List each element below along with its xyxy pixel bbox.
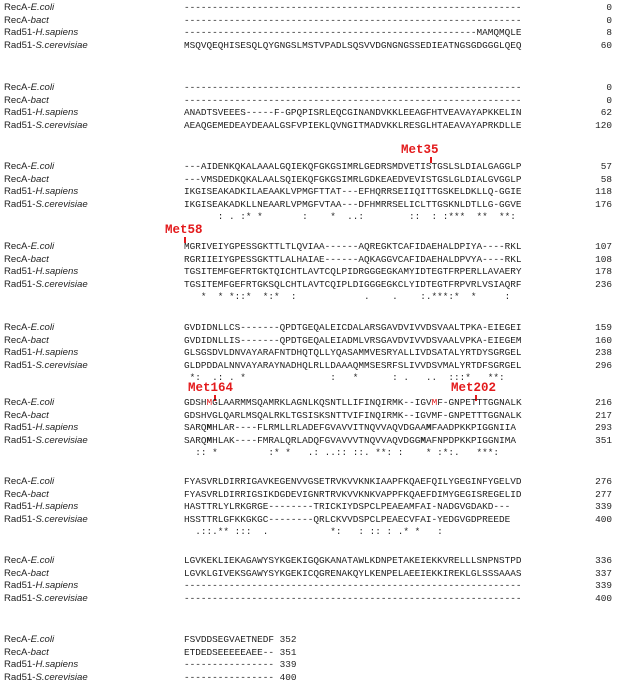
position-number: 339 bbox=[595, 501, 612, 512]
sequence: TGSITEMFGEFRTGKTQICHTLAVTCQLPIDRGGGEGKAMYIDTEGTFRPERLLAVAERY bbox=[184, 266, 522, 277]
alignment-row: RecA-E.coli ------------------------------------------------------------ 0 bbox=[4, 2, 612, 13]
sequence: ------------------------------------------------------------ bbox=[184, 82, 522, 93]
position-number: 107 bbox=[595, 241, 612, 252]
alignment-row: RecA-E.coli FYASVRLDIRRIGAVKEGENVVGSETRVKVVKNKIAAPFKQAEFQILYGEGINFYGELVD 276 bbox=[4, 476, 612, 487]
alignment-block-8 bbox=[0, 555, 617, 605]
alignment-row: Rad51-H.sapiens ----------------------------------------------------MAMQMQLE 8 bbox=[4, 27, 612, 38]
position-number: 296 bbox=[595, 359, 612, 371]
sequence: GVDIDNLLCS-------QPDTGEQALEICDALARSGAVDVIVVDSVAALTPKA-EIEGEI bbox=[184, 322, 522, 333]
sequence: FYASVRLDIRRIGAVKEGENVVGSETRVKVVKNKIAAPFKQAEFQILYGEGINFYGELVD bbox=[184, 476, 522, 487]
position-number: 400 bbox=[595, 513, 612, 525]
alignment-row: Rad51-S.cerevisiae IKGISEAKADKLLNEAARLVPMGFVTAA---DFHMRRSELICLTTGSKNLDTLLG-GGVE 176 bbox=[4, 198, 612, 210]
position-number: 8 bbox=[606, 27, 612, 38]
position-number: 336 bbox=[595, 555, 612, 566]
alignment-block-4 bbox=[0, 241, 617, 304]
position-number: 351 bbox=[595, 434, 612, 446]
position-number: 276 bbox=[595, 476, 612, 487]
position-number: 60 bbox=[600, 39, 612, 51]
alignment-row: Rad51-H.sapiens IKGISEAKADKILAEAAKLVPMGFTTAT---EFHQRRSEIIQITTGSKELDKLLQ-GGIE 118 bbox=[4, 186, 612, 197]
position-number: 216 bbox=[595, 397, 612, 408]
sequence: ---VMSDEDKQKALAALSQIEKQFGKGSIMRLGDKEAEDVEVISTGSLGLDIALGVGGLP bbox=[184, 173, 522, 185]
conservation-row: .::.** ::: . *: : :: : .* * : bbox=[184, 526, 443, 537]
met164-label: Met164 bbox=[188, 381, 234, 395]
sequence: ------------------------------------------------------------ bbox=[184, 580, 522, 591]
sequence: IKGISEAKADKILAEAAKLVPMGFTTAT---EFHQRRSEIIQITTGSKELDKLLQ-GGIE bbox=[184, 186, 522, 197]
sequence: GDSHVGLQARLMSQALRKLTGSISKSNTTVIFINQIRMK--IGVMF-GNPETTTGGNALK bbox=[184, 409, 522, 421]
sequence: ---------------- 400 bbox=[184, 671, 297, 683]
conservation-row: :: * :* * .: ..:: ::. **: : * :*:. ***: bbox=[184, 447, 500, 458]
met-residue: M bbox=[206, 434, 213, 446]
sequence: FSVDDSEGVAETNEDF 352 bbox=[184, 634, 297, 645]
alignment-row: Rad51-H.sapiens ------------------------------------------------------------ 339 bbox=[4, 580, 612, 591]
sequence: GVDIDNLLIS-------QPDTGEQALEIADMLVRSGAVDVIVVDSVAALVPKA-EIEGEM bbox=[184, 334, 522, 346]
alignment-row: RecA-bact ------------------------------------------------------------ 0 bbox=[4, 14, 612, 26]
met202-residue: M bbox=[431, 397, 438, 408]
sequence: ---AIDENKQKALAAALGQIEKQFGKGSIMRLGEDRSMDVETISTGSLSLDIALGAGGLP bbox=[184, 161, 522, 172]
alignment-row: Rad51-S.cerevisiae ------------------------------------------------------------ 400 bbox=[4, 592, 612, 604]
alignment-row: RecA-bact GDSHVGLQARLMSQALRKLTGSISKSNTTVIFINQIRMK--IGVMF-GNPETTTGGNALK 217 bbox=[4, 409, 612, 421]
sequence: ETDEDSEEEEEAEE-- 351 bbox=[184, 646, 297, 658]
sequence: ------------------------------------------------------------ bbox=[184, 94, 522, 106]
position-number: 339 bbox=[595, 580, 612, 591]
met202-label: Met202 bbox=[451, 381, 497, 395]
sequence: TGSITEMFGEFRTGKSQLCHTLAVTCQIPLDIGGGEGKCLYIDTEGTFRPVRLVSIAQRF bbox=[184, 278, 522, 290]
sequence: ------------------------------------------------------------ bbox=[184, 2, 522, 13]
alignment-row: RecA-bact FYASVRLDIRRIGSIKDGDEVIGNRTRVKVVKNKVAPPFKQAEFDIMYGEGISREGELID 277 bbox=[4, 488, 612, 500]
alignment-row: Rad51-H.sapiens ---------------- 339 bbox=[4, 659, 297, 670]
met35-label: Met35 bbox=[401, 143, 439, 157]
alignment-row: Rad51-S.cerevisiae TGSITEMFGEFRTGKSQLCHTLAVTCQIPLDIGGGEGKCLYIDTEGTFRPVRLVSIAQRF 236 bbox=[4, 278, 612, 290]
alignment-row: RecA-bact ETDEDSEEEEEAEE-- 351 bbox=[4, 646, 297, 658]
alignment-row: Rad51-S.cerevisiae GLDPDDALNNVAYARAYNADHQLRLLDAAAQMMSESRFSLIVVDSVMALYRTDFSGRGEL 296 bbox=[4, 359, 612, 371]
position-number: 0 bbox=[606, 94, 612, 106]
position-number: 337 bbox=[595, 567, 612, 579]
alignment-row: RecA-E.coli GDSHMGLAARMMSQAMRKLAGNLKQSNTLLIFINQIRMK--IGVMF-GNPETTTGGNALK 216 bbox=[4, 397, 612, 408]
met-residue: M bbox=[425, 422, 432, 433]
alignment-row: Rad51-S.cerevisiae HSSTTRLGFKKGKGC--------QRLCKVVDSPCLPEAECVFAI-YEDGVGDPREEDE 400 bbox=[4, 513, 612, 525]
alignment-row: RecA-E.coli LGVKEKLIEKAGAWYSYKGEKIGQGKANATAWLKDNPETAKEIEKKVRELLLSNPNSTPD 336 bbox=[4, 555, 612, 566]
met-residue: M bbox=[206, 422, 213, 433]
position-number: 339 bbox=[279, 659, 297, 670]
sequence: ------------------------------------------------------------ bbox=[184, 14, 522, 26]
position-number: 176 bbox=[595, 198, 612, 210]
alignment-row: RecA-bact ---VMSDEDKQKALAALSQIEKQFGKGSIMRLGDKEAEDVEVISTGSLGLDIALGVGGLP 58 bbox=[4, 173, 612, 185]
alignment-row: RecA-E.coli GVDIDNLLCS-------QPDTGEQALEICDALARSGAVDVIVVDSVAALTPKA-EIEGEI 159 bbox=[4, 322, 612, 333]
conservation-row: *: .: . * : * : . .. :::* **: bbox=[184, 372, 505, 383]
position-number: 236 bbox=[595, 278, 612, 290]
alignment-row: RecA-E.coli ---AIDENKQKALAAALGQIEKQFGKGSIMRLGEDRSMDVETISTGSLSLDIALGAGGLP 57 bbox=[4, 161, 612, 172]
alignment-row: RecA-E.coli FSVDDSEGVAETNEDF 352 bbox=[4, 634, 297, 645]
alignment-row: Rad51-H.sapiens GLSGSDVLDNVAYARAFNTDHQTQLLYQASAMMVESRYALLIVDSATALYRTDYSGRGEL 238 bbox=[4, 347, 612, 358]
position-number: 277 bbox=[595, 488, 612, 500]
position-number: 0 bbox=[606, 2, 612, 13]
position-number: 108 bbox=[595, 253, 612, 265]
position-number: 400 bbox=[595, 592, 612, 604]
alignment-row: Rad51-H.sapiens SARQMHLAR----FLRMLLRLADEFGVAVVITNQVVAQVDGAAMFAADPKKPIGGNIIA 293 bbox=[4, 422, 612, 433]
position-number: 400 bbox=[279, 671, 297, 683]
met58-label: Met58 bbox=[165, 223, 203, 237]
sequence: ----------------------------------------------------MAMQMQLE bbox=[184, 27, 522, 38]
sequence: AEAQGEMEDEAYDEAALGSFVPIEKLQVNGITMADVKKLRESGLHTAEAVAYAPRKDLLE bbox=[184, 119, 522, 131]
alignment-block-9 bbox=[0, 634, 617, 684]
sequence: MSQVQEQHISESQLQYGNGSLMSTVPADLSQSVVDGNGNGSSEDIEATNGSGDGGGLQEQ bbox=[184, 39, 522, 51]
alignment-block-1 bbox=[0, 2, 617, 52]
sequence: IKGISEAKADKLLNEAARLVPMGFVTAA---DFHMRRSELICLTTGSKNLDTLLG-GGVE bbox=[184, 198, 522, 210]
alignment-row: Rad51-S.cerevisiae AEAQGEMEDEAYDEAALGSFVPIEKLQVNGITMADVKKLRESGLHTAEAVAYAPRKDLLE 120 bbox=[4, 119, 612, 131]
alignment-row: Rad51-S.cerevisiae SARQMHLAK----FMRALQRLADQFGVAVVVTNQVVAQVDGGMAFNPDPKKPIGGNIMA 351 bbox=[4, 434, 612, 446]
position-number: 351 bbox=[279, 646, 297, 658]
position-number: 0 bbox=[606, 14, 612, 26]
sequence: HASTTRLYLRKGRGE--------TRICKIYDSPCLPEAEAMFAI-NADGVGDAKD--- bbox=[184, 501, 511, 512]
position-number: 159 bbox=[595, 322, 612, 333]
alignment-block-5 bbox=[0, 322, 617, 385]
alignment-row: RecA-E.coli MGRIVEIYGPESSGKTTLTLQVIAA------AQREGKTCAFIDAEHALDPIYA----RKL 107 bbox=[4, 241, 612, 252]
alignment-row: Rad51-S.cerevisiae ---------------- 400 bbox=[4, 671, 297, 683]
met164-residue: M bbox=[206, 397, 213, 408]
position-number: 120 bbox=[595, 119, 612, 131]
alignment-block-2 bbox=[0, 82, 617, 132]
sequence: FYASVRLDIRRIGSIKDGDEVIGNRTRVKVVKNKVAPPFKQAEFDIMYGEGISREGELID bbox=[184, 488, 522, 500]
position-number: 160 bbox=[595, 334, 612, 346]
sequence: LGVKEKLIEKAGAWYSYKGEKIGQGKANATAWLKDNPETAKEIEKKVRELLLSNPNSTPD bbox=[184, 555, 522, 566]
alignment-block-3 bbox=[0, 161, 617, 224]
alignment-row: RecA-bact GVDIDNLLIS-------QPDTGEQALEIADMLVRSGAVDVIVVDSVAALVPKA-EIEGEM 160 bbox=[4, 334, 612, 346]
alignment-row: RecA-bact ------------------------------------------------------------ 0 bbox=[4, 94, 612, 106]
sequence: GLDPDDALNNVAYARAYNADHQLRLLDAAAQMMSESRFSLIVVDSVMALYRTDFSGRGEL bbox=[184, 359, 522, 371]
position-number: 57 bbox=[600, 161, 612, 172]
conservation-row: : . :* * : * ..: :: : :*** ** **: bbox=[184, 211, 516, 222]
alignment-row: RecA-bact LGVKLGIVEKSGAWYSYKGEKICQGRENAKQYLKENPELAEEIEKKIREKLGLSSSAAAS 337 bbox=[4, 567, 612, 579]
sequence: RGRIIEIYGPESSGKTTLALHAIAE------AQKAGGVCAFIDAEHALDPVYA----RKL bbox=[184, 253, 522, 265]
met-residue: M bbox=[420, 434, 426, 446]
position-number: 62 bbox=[600, 107, 612, 118]
position-number: 238 bbox=[595, 347, 612, 358]
sequence: HSSTTRLGFKKGKGC--------QRLCKVVDSPCLPEAECVFAI-YEDGVGDPREEDE bbox=[184, 513, 511, 525]
alignment-row: RecA-E.coli ------------------------------------------------------------ 0 bbox=[4, 82, 612, 93]
position-number: 118 bbox=[595, 186, 612, 197]
position-number: 0 bbox=[606, 82, 612, 93]
sequence: ---------------- 339 bbox=[184, 659, 297, 670]
alignment-row: Rad51-S.cerevisiae MSQVQEQHISESQLQYGNGSLMSTVPADLSQSVVDGNGNGSSEDIEATNGSGDGGGLQEQ 60 bbox=[4, 39, 612, 51]
sequence: ANADTSVEEES-----F-GPQPISRLEQCGINANDVKKLEEAGFHTVEAVAYAPKKELIN bbox=[184, 107, 522, 118]
position-number: 178 bbox=[595, 266, 612, 277]
alignment-block-7 bbox=[0, 476, 617, 539]
sequence: MGRIVEIYGPESSGKTTLTLQVIAA------AQREGKTCAFIDAEHALDPIYA----RKL bbox=[184, 241, 522, 252]
alignment-row: Rad51-H.sapiens TGSITEMFGEFRTGKTQICHTLAVTCQLPIDRGGGEGKAMYIDTEGTFRPERLLAVAERY 178 bbox=[4, 266, 612, 277]
position-number: 293 bbox=[595, 422, 612, 433]
alignment-row: RecA-bact RGRIIEIYGPESSGKTTLALHAIAE------AQKAGGVCAFIDAEHALDPVYA----RKL 108 bbox=[4, 253, 612, 265]
position-number: 217 bbox=[595, 409, 612, 421]
sequence: SARQMHLAR----FLRMLLRLADEFGVAVVITNQVVAQVDGAAMFAADPKKPIGGNIIA bbox=[184, 422, 516, 433]
sequence: ------------------------------------------------------------ bbox=[184, 592, 522, 604]
sequence: GDSHMGLAARMMSQAMRKLAGNLKQSNTLLIFINQIRMK--IGVMF-GNPETTTGGNALK bbox=[184, 397, 522, 408]
position-number: 58 bbox=[600, 173, 612, 185]
conservation-row: * * *::* *:* : . . :.***:* * : bbox=[184, 291, 511, 302]
alignment-row: Rad51-H.sapiens ANADTSVEEES-----F-GPQPISRLEQCGINANDVKKLEEAGFHTVEAVAYAPKKELIN 62 bbox=[4, 107, 612, 118]
sequence: SARQMHLAK----FMRALQRLADQFGVAVVVTNQVVAQVDGGMAFNPDPKKPIGGNIMA bbox=[184, 434, 516, 446]
sequence: GLSGSDVLDNVAYARAFNTDHQTQLLYQASAMMVESRYALLIVDSATALYRTDYSGRGEL bbox=[184, 347, 522, 358]
position-number: 352 bbox=[279, 634, 297, 645]
alignment-block-6 bbox=[0, 397, 617, 460]
alignment-row: Rad51-H.sapiens HASTTRLYLRKGRGE--------TRICKIYDSPCLPEAEAMFAI-NADGVGDAKD--- 339 bbox=[4, 501, 612, 512]
sequence: LGVKLGIVEKSGAWYSYKGEKICQGRENAKQYLKENPELAEEIEKKIREKLGLSSSAAAS bbox=[184, 567, 522, 579]
